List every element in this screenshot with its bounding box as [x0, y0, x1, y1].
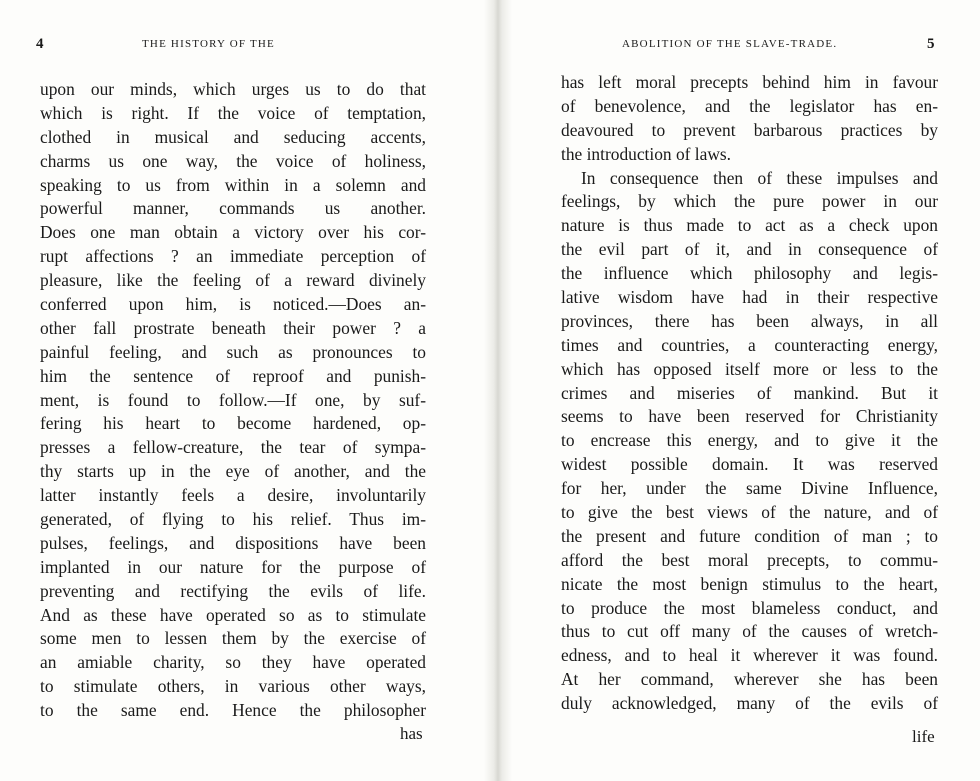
- text-line: the influence which philosophy and legis-: [561, 263, 938, 284]
- text-line: pulses, feelings, and dispositions have been: [40, 532, 426, 553]
- text-line: In consequence then of these impulses and: [581, 167, 938, 188]
- text-line: thy starts up in the eye of another, and the: [40, 461, 426, 482]
- text-line: the evil part of it, and in consequence of: [561, 239, 938, 260]
- text-line: crimes and miseries of mankind. But it: [561, 382, 938, 403]
- text-line: speaking to us from within in a solemn and: [40, 174, 426, 195]
- text-line: nicate the most benign stimulus to the heart,: [561, 573, 938, 594]
- text-line: to stimulate others, in various other ways,: [40, 676, 426, 697]
- text-line: him the sentence of reproof and punish-: [40, 365, 426, 386]
- text-line: upon our minds, which urges us to do that: [40, 79, 426, 99]
- running-head: THE HISTORY OF THE: [142, 38, 275, 50]
- catchword: life: [912, 727, 935, 746]
- text-line: an amiable charity, so they have operated: [40, 652, 426, 673]
- text-line: deavoured to prevent barbarous practices by: [561, 119, 938, 140]
- text-line: widest possible domain. It was reserved: [561, 454, 938, 475]
- text-line: times and countries, a counteracting energy,: [561, 334, 938, 355]
- text-line: of benevolence, and the legislator has en-: [561, 95, 938, 116]
- text-line: to give the best views of the nature, and of: [561, 502, 938, 523]
- text-line: clothed in musical and seducing accents,: [40, 126, 426, 147]
- text-line: duly acknowledged, many of the evils of: [561, 693, 938, 714]
- text-line: some men to lessen them by the exercise of: [40, 628, 426, 649]
- text-line: which is right. If the voice of temptation,: [40, 102, 426, 123]
- text-line: fering his heart to become hardened, op-: [40, 413, 426, 434]
- text-line: pleasure, like the feeling of a reward divinely: [40, 270, 426, 291]
- text-line: to produce the most blameless conduct, and: [561, 597, 938, 618]
- text-line: powerful manner, commands us another.: [40, 198, 426, 219]
- text-line: seems to have been reserved for Christianity: [561, 406, 938, 427]
- text-line: which has opposed itself more or less to the: [561, 358, 938, 379]
- catchword: has: [400, 724, 423, 743]
- text-line: edness, and to heal it wherever it was found.: [561, 645, 938, 666]
- text-line: to encrease this energy, and to give it the: [561, 430, 938, 451]
- text-line: the introduction of laws.: [561, 143, 732, 164]
- text-line: lative wisdom have had in their respective: [561, 287, 938, 308]
- text-line: the present and future condition of man ; to: [561, 525, 938, 546]
- text-line: other fall prostrate beneath their power ? a: [40, 317, 426, 338]
- text-line: charms us one way, the voice of holiness,: [40, 150, 426, 171]
- text-line: for her, under the same Divine Influence,: [561, 478, 938, 499]
- text-line: ment, is found to follow.—If one, by suf-: [40, 389, 426, 410]
- text-line: thus to cut off many of the causes of wretch-: [561, 621, 938, 642]
- text-line: latter instantly feels a desire, involuntarily: [40, 485, 426, 506]
- page-number: 4: [36, 36, 44, 52]
- running-head: ABOLITION OF THE SLAVE-TRADE.: [622, 38, 838, 50]
- right-page: [490, 0, 980, 781]
- body-text: [40, 78, 426, 723]
- text-line: afford the best moral precepts, to commu-: [561, 549, 938, 570]
- text-line: presses a fellow-creature, the tear of sympa-: [40, 437, 426, 458]
- text-line: implanted in our nature for the purpose of: [40, 556, 426, 577]
- page-number: 5: [927, 36, 935, 52]
- text-line: provinces, there has been always, in all: [561, 310, 938, 331]
- text-line: nature is thus made to act as a check upon: [561, 215, 938, 236]
- text-line: generated, of flying to his relief. Thus im-: [40, 509, 426, 530]
- text-line: rupt affections ? an immediate perception of: [40, 246, 426, 267]
- text-line: At her command, wherever she has been: [561, 669, 938, 690]
- text-line: And as these have operated so as to stimulate: [40, 604, 426, 625]
- text-line: to the same end. Hence the philosopher: [40, 700, 426, 721]
- text-line: preventing and rectifying the evils of life.: [40, 580, 426, 601]
- text-line: has left moral precepts behind him in favour: [561, 72, 938, 92]
- text-line: feelings, by which the pure power in our: [561, 191, 938, 212]
- text-line: conferred upon him, is noticed.—Does an-: [40, 294, 426, 315]
- text-line: painful feeling, and such as pronounces to: [40, 341, 426, 362]
- text-line: Does one man obtain a victory over his cor-: [40, 222, 426, 243]
- body-text: [561, 71, 938, 716]
